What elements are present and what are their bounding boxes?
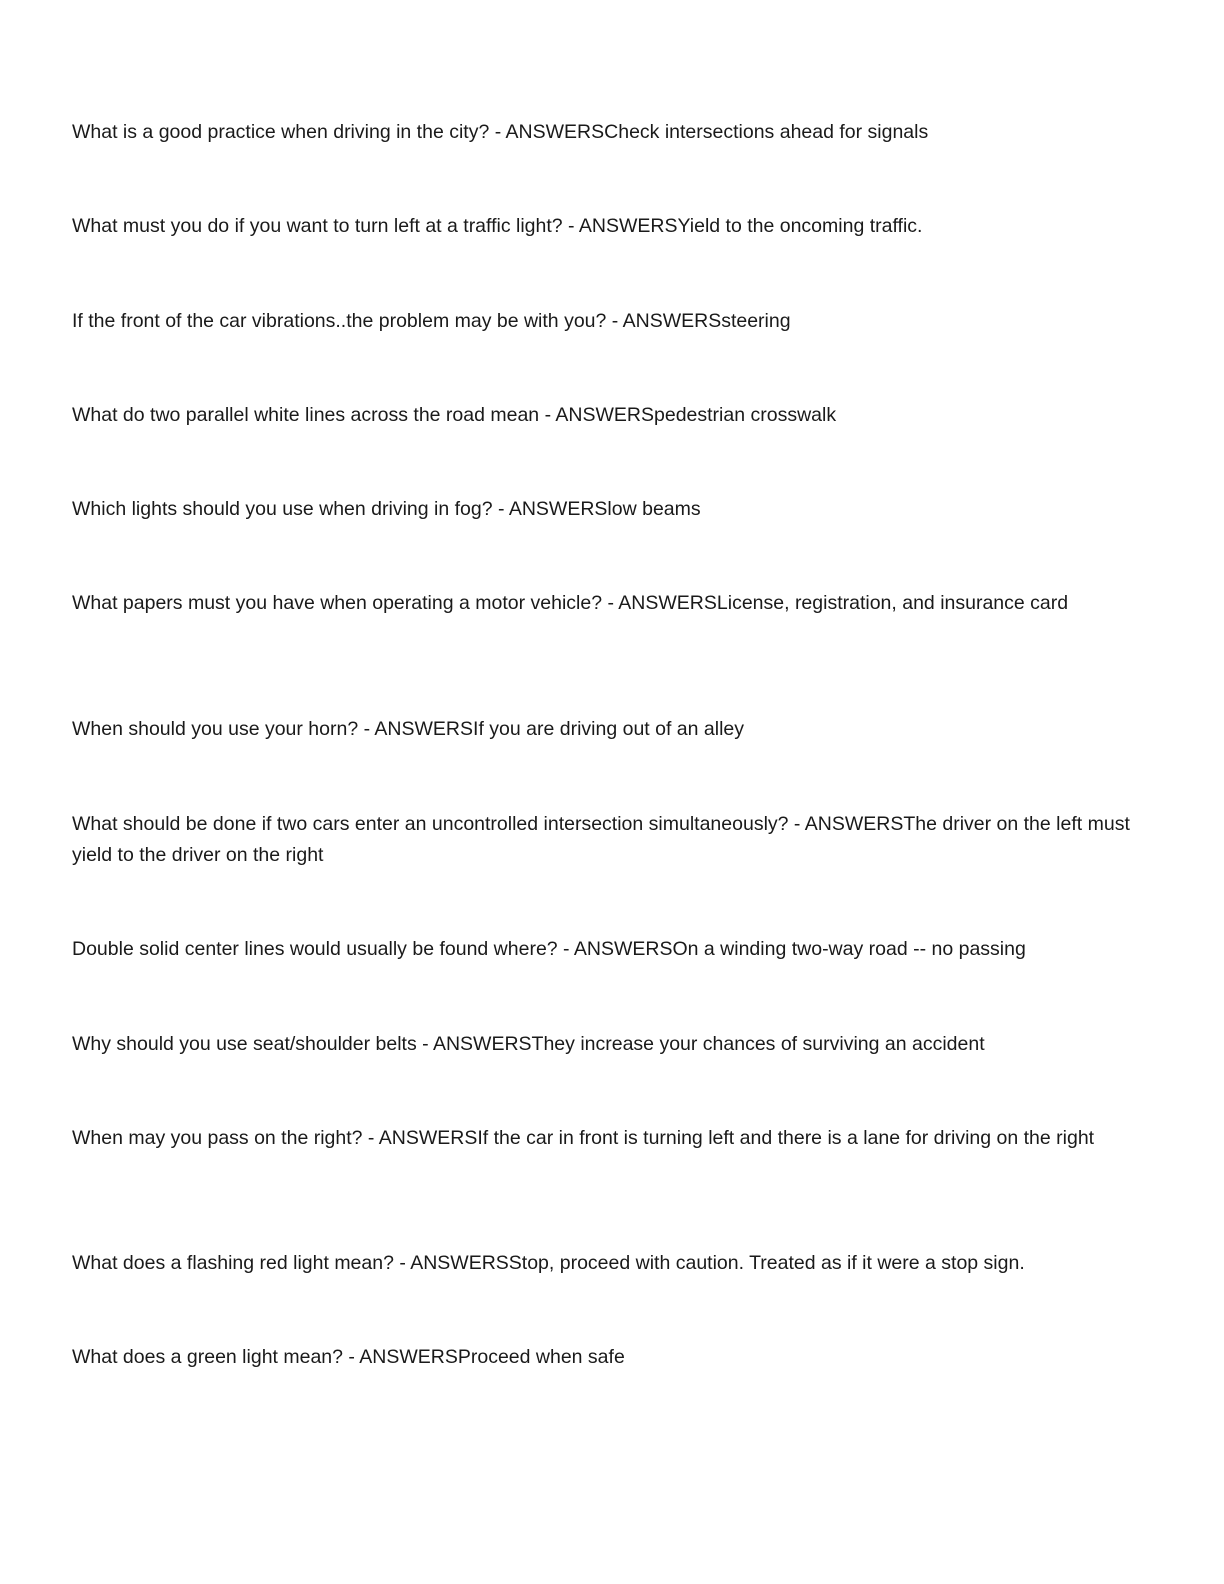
qa-item: What papers must you have when operating a motor vehicle? - ANSWERSLicense, registration, and insurance card xyxy=(72,592,1069,614)
qa-item: What does a flashing red light mean? - ANSWERSStop, proceed with caution. Treated as if it were a stop sign. xyxy=(72,1252,1025,1274)
qa-item: What is a good practice when driving in the city? - ANSWERSCheck intersections ahead for signals xyxy=(72,121,929,143)
qa-item: What does a green light mean? - ANSWERSProceed when safe xyxy=(72,1346,625,1368)
qa-item: Which lights should you use when driving in fog? - ANSWERSlow beams xyxy=(72,498,701,520)
qa-item: If the front of the car vibrations..the problem may be with you? - ANSWERSsteering xyxy=(72,310,791,332)
qa-item: What do two parallel white lines across the road mean - ANSWERSpedestrian crosswalk xyxy=(72,404,837,426)
qa-item: When should you use your horn? - ANSWERSIf you are driving out of an alley xyxy=(72,718,745,740)
qa-item: What must you do if you want to turn left at a traffic light? - ANSWERSYield to the oncoming traffic. xyxy=(72,215,923,237)
qa-item: Double solid center lines would usually be found where? - ANSWERSOn a winding two-way road -- no passing xyxy=(72,938,1026,960)
qa-item: What should be done if two cars enter an uncontrolled intersection simultaneously? - ANSWERSThe driver on the left must yield to the driver on the right xyxy=(72,813,1130,866)
qa-item: Why should you use seat/shoulder belts - ANSWERSThey increase your chances of surviving an accident xyxy=(72,1033,985,1055)
qa-item: When may you pass on the right? - ANSWERSIf the car in front is turning left and there is a lane for driving on the right xyxy=(72,1127,1095,1149)
